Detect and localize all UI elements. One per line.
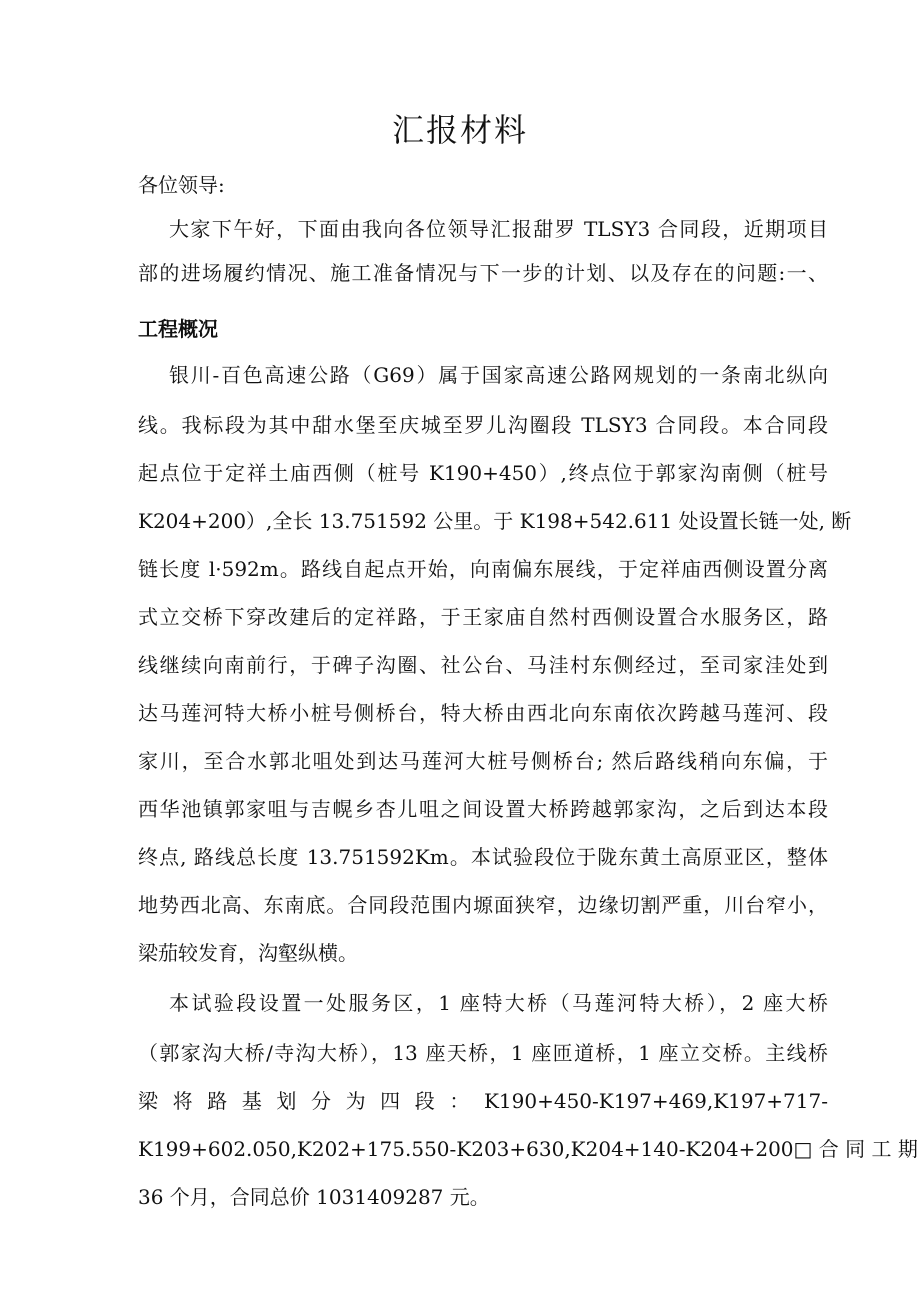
overview-line: 家川，至合水郭北咀处到达马莲河大桩号侧桥台; 然后路线稍向东偏，于 xyxy=(138,749,828,773)
overview-line: 终点, 路线总长度 13.751592Km。本试验段位于陇东黄土高原亚区，整体 xyxy=(138,845,828,869)
structures-line: 本试验段设置一处服务区，1 座特大桥（马莲河特大桥），2 座大桥 xyxy=(169,991,828,1015)
overview-line: 银川-百色高速公路（G69）属于国家高速公路网规划的一条南北纵向 xyxy=(169,363,828,387)
overview-line: 链长度 l·592m。路线自起点开始，向南偏东展线，于定祥庙西侧设置分离 xyxy=(138,557,828,581)
overview-line: K204+200）,全长 13.751592 公里。于 K198+542.611 处设置长链一处, 断 xyxy=(138,509,852,533)
overview-line: 达马莲河特大桥小桩号侧桥台，特大桥由西北向东南依次跨越马莲河、段 xyxy=(138,701,828,725)
overview-line: 地势西北高、东南底。合同段范围内塬面狭窄，边缘切割严重，川台窄小， xyxy=(138,893,828,917)
document-title: 汇报材料 xyxy=(391,111,528,149)
section-heading: 工程概况 xyxy=(138,317,218,341)
overview-line: 线继续向南前行，于碑子沟圈、社公台、马洼村东侧经过，至司家洼处到 xyxy=(138,653,828,677)
intro-line: 大家下午好，下面由我向各位领导汇报甜罗 TLSY3 合同段，近期项目 xyxy=(169,217,828,241)
overview-line: 线。我标段为其中甜水堡至庆城至罗儿沟圈段 TLSY3 合同段。本合同段 xyxy=(138,413,828,437)
structures-line: 梁 将 路 基 划 分 为 四 段 ： K190+450-K197+469,K197+717- xyxy=(138,1089,828,1113)
overview-line: 西华池镇郭家咀与吉幌乡杏儿咀之间设置大桥跨越郭家沟，之后到达本段 xyxy=(138,797,828,821)
overview-line: 梁茄较发育，沟壑纵横。 xyxy=(138,941,358,965)
overview-line: 式立交桥下穿改建后的定祥路，于王家庙自然村西侧设置合水服务区，路 xyxy=(138,605,828,629)
structures-line: K199+602.050,K202+175.550-K203+630,K204+140-K204+200□ 合 同 工 期 xyxy=(138,1137,918,1161)
structures-line: （郭家沟大桥/寺沟大桥），13 座天桥，1 座匝道桥，1 座立交桥。主线桥 xyxy=(138,1041,828,1065)
salutation: 各位领导: xyxy=(138,173,225,197)
intro-line: 部的进场履约情况、施工准备情况与下一步的计划、以及存在的问题:一、 xyxy=(138,261,828,285)
overview-line: 起点位于定祥土庙西侧（桩号 K190+450）,终点位于郭家沟南侧（桩号 xyxy=(138,461,828,485)
structures-line: 36 个月，合同总价 1031409287 元。 xyxy=(138,1185,490,1209)
